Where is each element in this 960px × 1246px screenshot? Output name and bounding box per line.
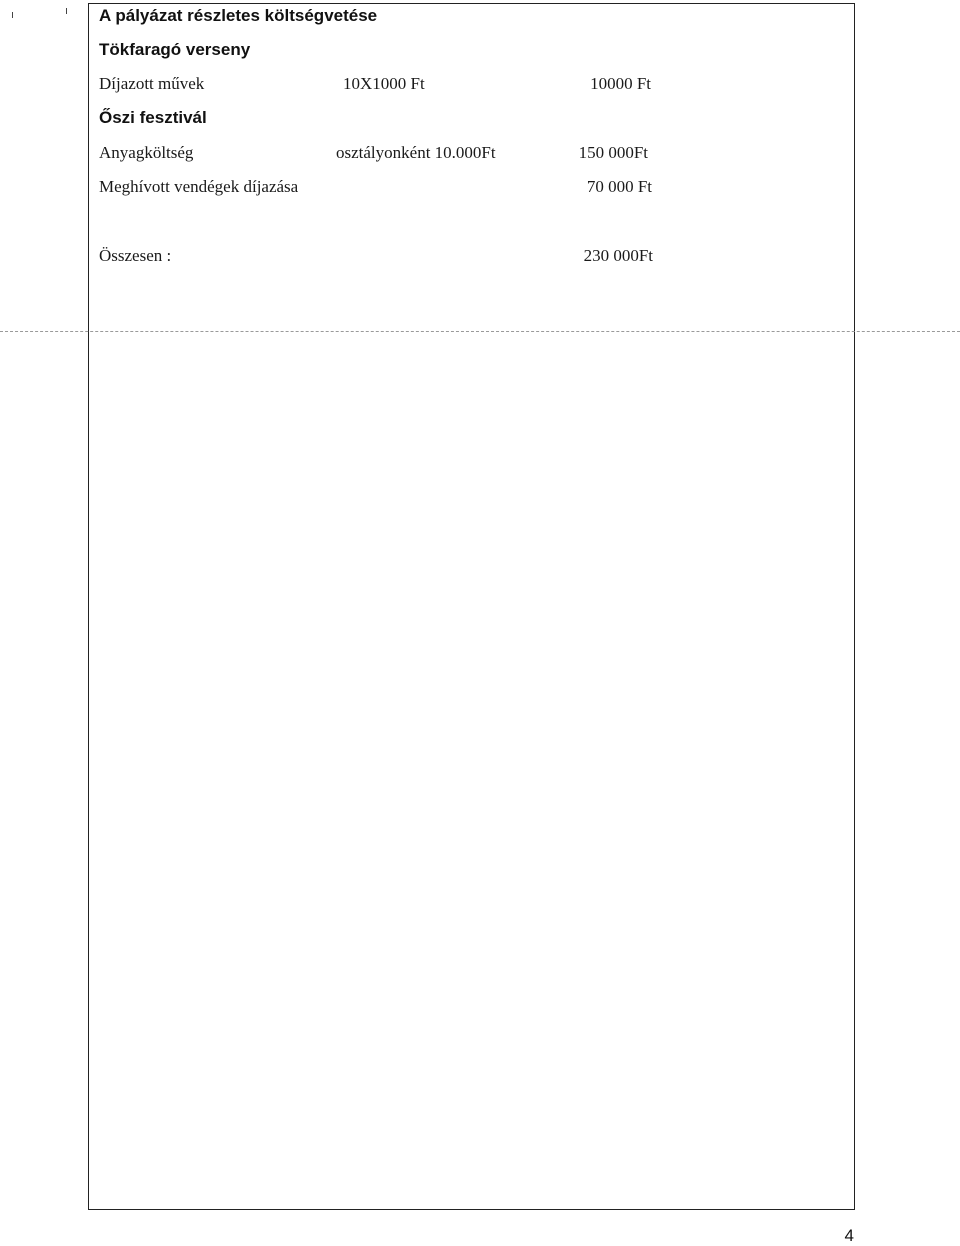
row-detail-dijazott: 10X1000 Ft xyxy=(343,74,425,93)
page-number: 4 xyxy=(844,1226,854,1245)
total-label: Összesen : xyxy=(99,246,172,265)
row-amount-dijazott: 10000 Ft xyxy=(590,74,651,93)
document-title: A pályázat részletes költségvetése xyxy=(99,6,378,25)
scan-mark xyxy=(66,8,67,14)
fold-line xyxy=(0,331,960,332)
row-amount-anyagkoltseg: 150 000Ft xyxy=(578,143,648,162)
row-item-anyagkoltseg: Anyagköltség xyxy=(99,143,194,162)
row-item-dijazott: Díjazott művek xyxy=(99,74,205,93)
section-heading-oszi: Őszi fesztivál xyxy=(99,108,207,127)
scan-mark xyxy=(12,12,13,18)
row-amount-vendegek: 70 000 Ft xyxy=(586,177,652,196)
row-item-vendegek: Meghívott vendégek díjazása xyxy=(99,177,299,196)
section-heading-tokfarago: Tökfaragó verseny xyxy=(99,40,251,59)
row-detail-anyagkoltseg: osztályonként 10.000Ft xyxy=(336,143,496,162)
total-amount: 230 000Ft xyxy=(583,246,653,265)
